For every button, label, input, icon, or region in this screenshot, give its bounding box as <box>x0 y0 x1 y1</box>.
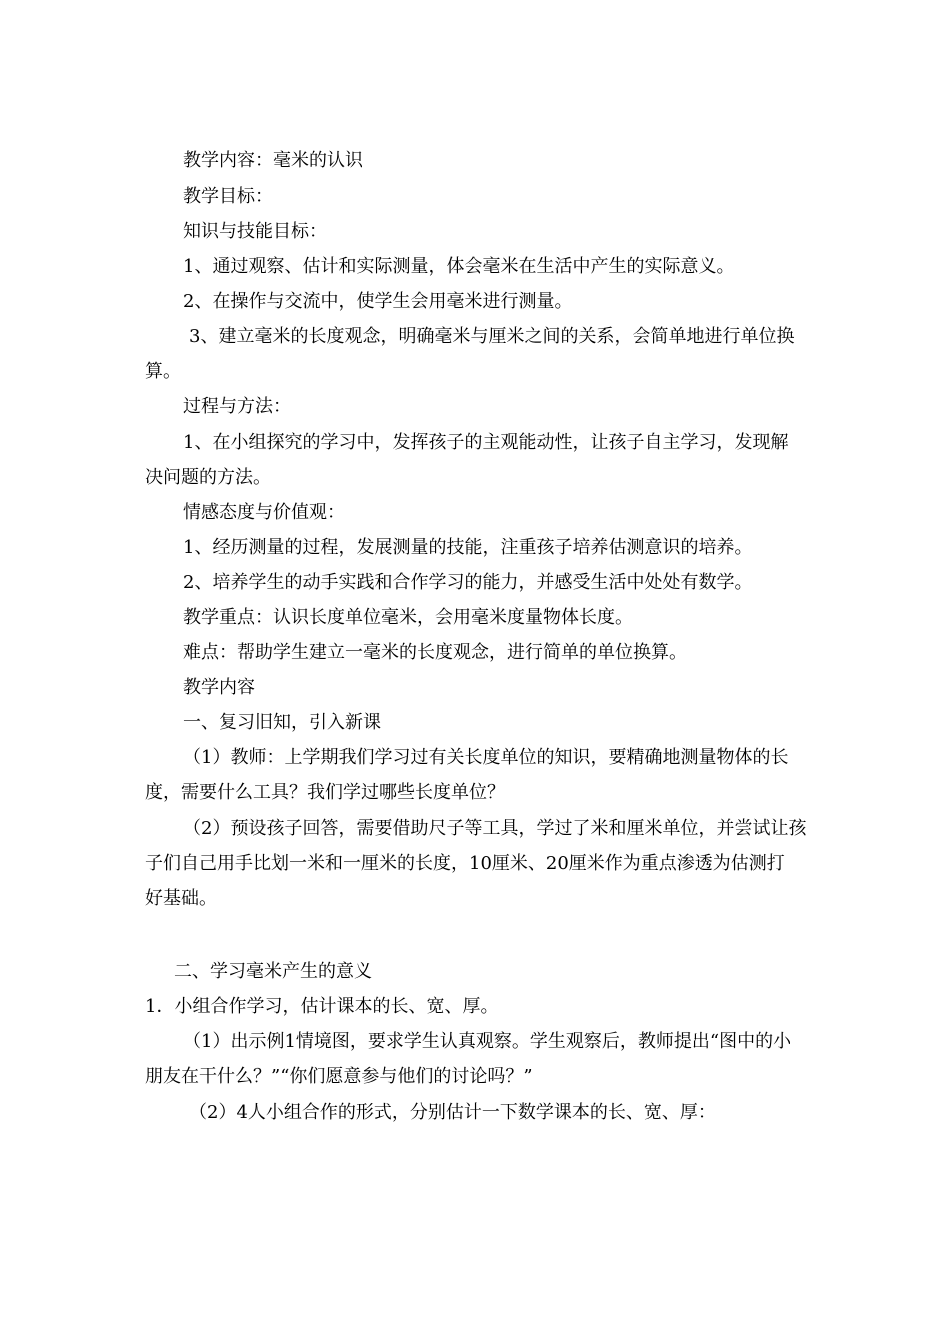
text-line: 2、在操作与交流中，使学生会用毫米进行测量。 <box>183 291 573 312</box>
text-line: （2）预设孩子回答，需要借助尺子等工具，学过了米和厘米单位，并尝试让孩 <box>183 818 807 839</box>
text-line: 一、复习旧知，引入新课 <box>183 712 381 733</box>
text-line: 3、建立毫米的长度观念，明确毫米与厘米之间的关系，会简单地进行单位换 <box>189 326 795 347</box>
text-line: 度，需要什么工具？我们学过哪些长度单位？ <box>145 782 505 803</box>
text-line: 2、培养学生的动手实践和合作学习的能力，并感受生活中处处有数学。 <box>183 572 753 593</box>
text-line: 教学内容 <box>183 677 255 698</box>
section-heading: 二、学习毫米产生的意义 <box>174 961 372 982</box>
text-line: 情感态度与价值观： <box>183 502 345 523</box>
text-line: 教学目标： <box>183 186 273 207</box>
text-line: 1、经历测量的过程，发展测量的技能，注重孩子培养估测意识的培养。 <box>183 537 753 558</box>
text-line: 算。 <box>145 361 181 382</box>
text-line: 知识与技能目标： <box>183 221 327 242</box>
text-line: （2）4人小组合作的形式，分别估计一下数学课本的长、宽、厚： <box>189 1102 716 1123</box>
text-line: 难点：帮助学生建立一毫米的长度观念，进行简单的单位换算。 <box>183 642 687 663</box>
text-line: 1、通过观察、估计和实际测量，体会毫米在生活中产生的实际意义。 <box>183 256 735 277</box>
text-line: 过程与方法： <box>183 396 291 417</box>
text-line: 子们自己用手比划一米和一厘米的长度，10厘米、20厘米作为重点渗透为估测打 <box>145 853 785 874</box>
text-line: 好基础。 <box>145 888 217 909</box>
text-line: 朋友在干什么？”“你们愿意参与他们的讨论吗？” <box>145 1066 533 1087</box>
text-line: （1）教师：上学期我们学习过有关长度单位的知识，要精确地测量物体的长 <box>183 747 789 768</box>
text-line: 决问题的方法。 <box>145 467 271 488</box>
text-line: 1．小组合作学习，估计课本的长、宽、厚。 <box>145 996 499 1017</box>
text-line: 教学内容：毫米的认识 <box>183 150 363 171</box>
text-line: 教学重点：认识长度单位毫米，会用毫米度量物体长度。 <box>183 607 633 628</box>
text-line: （1）出示例1情境图，要求学生认真观察。学生观察后，教师提出“图中的小 <box>183 1031 792 1052</box>
text-line: 1、在小组探究的学习中，发挥孩子的主观能动性，让孩子自主学习，发现解 <box>183 432 789 453</box>
